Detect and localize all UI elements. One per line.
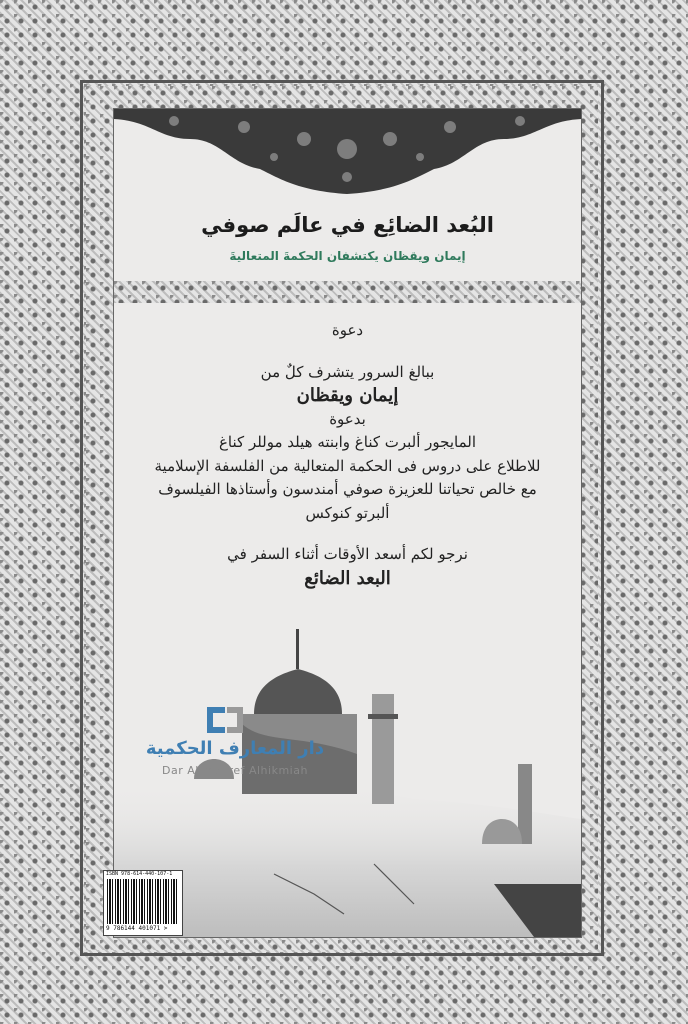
- body-line: دعوة: [331, 321, 364, 339]
- cover-panel: [113, 108, 582, 938]
- publisher-name-english: Dar Al maaref Alhikmiah: [162, 764, 308, 777]
- body-line: بدعوة: [329, 409, 366, 428]
- isbn-barcode: [103, 870, 183, 936]
- body-line-bold: البعد الضائع: [304, 567, 391, 589]
- ornament-strip: [114, 281, 581, 303]
- body-line: المايجور ألبرت كناغ وابنته هيلد موللر كناغ: [218, 433, 477, 451]
- barcode-bars: [107, 879, 179, 924]
- isbn-text: ISBN 978-614-440-107-1: [106, 871, 173, 877]
- barcode-number: 9 786144 401071 >: [106, 925, 168, 932]
- publisher-logo: [205, 705, 245, 735]
- invitation-text: [114, 319, 581, 590]
- top-ornament-band: [114, 109, 581, 194]
- body-line-bold: إيمان ويقظان: [296, 385, 399, 406]
- book-title: البُعد الضائِع في عالَم صوفي: [201, 213, 494, 237]
- body-line: ببالغ السرور يتشرف كلٌ من: [260, 362, 435, 381]
- body-line: مع خالص تحياتنا للعزيزة صوفي أمندسون وأستاذها الفيلسوف: [158, 480, 537, 498]
- body-line: ألبرتو كنوكس: [305, 503, 390, 522]
- body-line: نرجو لكم أسعد الأوقات أثناء السفر في: [227, 545, 468, 563]
- body-line: للاطلاع على دروس فى الحكمة المتعالية من الفلسفة الإسلامية: [154, 456, 541, 475]
- book-subtitle: إيمان ويقظان يكتشفان الحكمةَ المتعاليةَ: [229, 249, 466, 263]
- publisher-name-arabic: دار المعارف الحكمية: [145, 738, 325, 759]
